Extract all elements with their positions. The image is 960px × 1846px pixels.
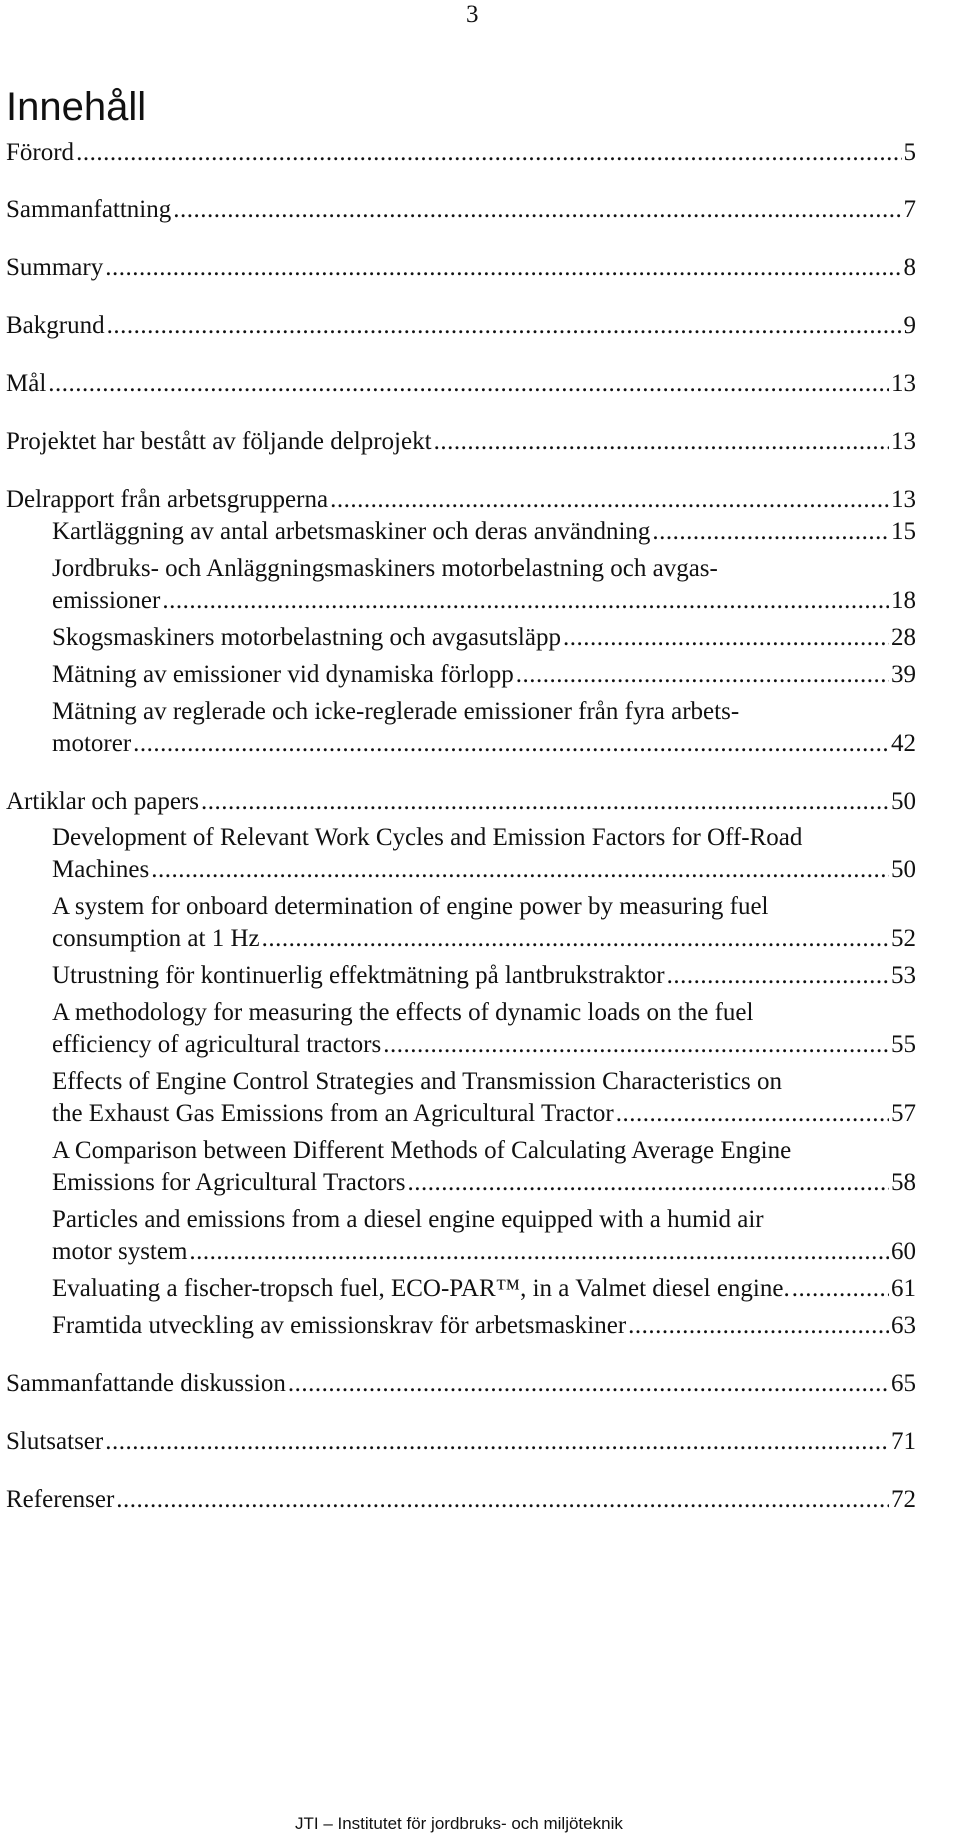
dot-leader (105, 252, 901, 284)
toc-entry-page: 57 (891, 1100, 916, 1127)
dot-leader (792, 1273, 889, 1305)
toc-subentry[interactable] (52, 1236, 916, 1268)
dot-leader (288, 1368, 889, 1400)
toc-subentry[interactable] (52, 1310, 916, 1342)
dot-leader (48, 368, 889, 400)
toc-subentry[interactable] (52, 960, 916, 992)
toc-entry-page: 50 (891, 856, 916, 883)
toc-entry-title: motor system (52, 1238, 188, 1265)
toc-entry-title: consumption at 1 Hz (52, 925, 260, 952)
toc-subentry-head: A system for onboard determination of engine power by measuring fuel (52, 893, 769, 920)
dot-leader (162, 585, 889, 617)
toc-entry[interactable] (6, 1368, 916, 1400)
toc-entry[interactable] (6, 786, 916, 818)
toc-subentry[interactable] (52, 585, 916, 617)
toc-entry-title: Evaluating a fischer-tropsch fuel, ECO-PAR™, in a Valmet diesel engine. (52, 1275, 790, 1302)
toc-entry-page: 9 (903, 312, 916, 339)
toc-subentry[interactable] (52, 728, 916, 760)
toc-entry-page: 52 (891, 925, 916, 952)
dot-leader (133, 728, 889, 760)
toc-entry[interactable] (6, 368, 916, 400)
dot-leader (434, 426, 889, 458)
toc-entry-title: Referenser (6, 1486, 115, 1513)
toc-entry[interactable] (6, 194, 916, 226)
toc-entry-page: 71 (891, 1428, 916, 1455)
toc-entry-page: 8 (903, 254, 916, 281)
toc-entry-title: Emissions for Agricultural Tractors (52, 1169, 406, 1196)
toc-subentry[interactable] (52, 659, 916, 691)
dot-leader (330, 484, 889, 516)
toc-entry-title: efficiency of agricultural tractors (52, 1031, 382, 1058)
toc-entry-page: 55 (891, 1031, 916, 1058)
toc-entry-title: Sammanfattning (6, 196, 172, 223)
toc-entry-title: Framtida utveckling av emissionskrav för arbetsmaskiner (52, 1312, 627, 1339)
dot-leader (563, 622, 889, 654)
toc-subentry-head: Particles and emissions from a diesel engine equipped with a humid air (52, 1206, 764, 1233)
dot-leader (516, 659, 889, 691)
toc-entry-page: 39 (891, 661, 916, 688)
toc-entry-page: 18 (891, 587, 916, 614)
dot-leader (628, 1310, 889, 1342)
toc-entry-page: 58 (891, 1169, 916, 1196)
toc-entry-page: 5 (903, 139, 916, 166)
toc-entry-page: 53 (891, 962, 916, 989)
toc-entry-page: 13 (891, 370, 916, 397)
toc-subentry-head: A methodology for measuring the effects of dynamic loads on the fuel (52, 999, 754, 1026)
dot-leader (189, 1236, 889, 1268)
toc-subentry[interactable] (52, 1273, 916, 1305)
toc-entry-title: Kartläggning av antal arbetsmaskiner och deras användning (52, 518, 651, 545)
dot-leader (116, 1484, 889, 1516)
toc-entry-title: Sammanfattande diskussion (6, 1370, 286, 1397)
toc-entry-title: Summary (6, 254, 104, 281)
toc-entry-title: Skogsmaskiners motorbelastning och avgasutsläpp (52, 624, 561, 651)
page-footer: JTI – Institutet för jordbruks- och miljöteknik (295, 1814, 623, 1833)
toc-entry[interactable] (6, 137, 916, 169)
dot-leader (173, 194, 901, 226)
toc-entry-title: motorer (52, 730, 132, 757)
toc-entry-page: 72 (891, 1486, 916, 1513)
toc-entry-title: Bakgrund (6, 312, 105, 339)
dot-leader (107, 310, 902, 342)
toc-subentry-head: Jordbruks- och Anläggningsmaskiners motorbelastning och avgas- (52, 555, 718, 582)
toc-entry[interactable] (6, 1426, 916, 1458)
dot-leader (667, 960, 889, 992)
toc-entry[interactable] (6, 484, 916, 516)
toc-entry-title: Mätning av emissioner vid dynamiska förlopp (52, 661, 514, 688)
toc-subentry-head: A Comparison between Different Methods of Calculating Average Engine (52, 1137, 792, 1164)
toc-subentry[interactable] (52, 516, 916, 548)
dot-leader (76, 137, 901, 169)
toc-entry-page: 50 (891, 788, 916, 815)
toc-entry-title: Artiklar och papers (6, 788, 199, 815)
dot-leader (105, 1426, 889, 1458)
toc-entry-page: 65 (891, 1370, 916, 1397)
toc-subentry[interactable] (52, 854, 916, 886)
toc-subentry[interactable] (52, 1098, 916, 1130)
toc-subentry-head: Development of Relevant Work Cycles and Emission Factors for Off-Road (52, 824, 803, 851)
toc-entry-title: Projektet har bestått av följande delprojekt (6, 428, 432, 455)
toc-entry-page: 28 (891, 624, 916, 651)
toc-entry-page: 13 (891, 486, 916, 513)
toc-entry[interactable] (6, 426, 916, 458)
toc-entry-title: Slutsatser (6, 1428, 104, 1455)
toc-subentry[interactable] (52, 923, 916, 955)
toc-entry-title: Machines (52, 856, 150, 883)
toc-entry[interactable] (6, 1484, 916, 1516)
toc-entry-title: the Exhaust Gas Emissions from an Agricultural Tractor (52, 1100, 614, 1127)
toc-entry-page: 63 (891, 1312, 916, 1339)
toc-entry-title: Förord (6, 139, 75, 166)
toc-entry-page: 42 (891, 730, 916, 757)
toc-subentry[interactable] (52, 1167, 916, 1199)
toc-entry-page: 13 (891, 428, 916, 455)
toc-entry-page: 7 (903, 196, 916, 223)
dot-leader (407, 1167, 889, 1199)
toc-entry-title: Delrapport från arbetsgrupperna (6, 486, 329, 513)
dot-leader (262, 923, 889, 955)
toc-entry-page: 15 (891, 518, 916, 545)
toc-subentry-head: Effects of Engine Control Strategies and Transmission Characteristics on (52, 1068, 782, 1095)
dot-leader (201, 786, 889, 818)
toc-entry[interactable] (6, 310, 916, 342)
dot-leader (151, 854, 889, 886)
toc-subentry[interactable] (52, 1029, 916, 1061)
toc-entry[interactable] (6, 252, 916, 284)
toc-entry-title: Utrustning för kontinuerlig effektmätning på lantbrukstraktor (52, 962, 665, 989)
toc-subentry[interactable] (52, 622, 916, 654)
toc-entry-page: 61 (891, 1275, 916, 1302)
page-number: 3 (466, 1, 479, 28)
toc-entry-title: Mål (6, 370, 47, 397)
dot-leader (652, 516, 889, 548)
dot-leader (616, 1098, 889, 1130)
dot-leader (383, 1029, 889, 1061)
toc-subentry-head: Mätning av reglerade och icke-reglerade emissioner från fyra arbets- (52, 698, 740, 725)
page-title: Innehåll (6, 85, 147, 129)
toc-entry-page: 60 (891, 1238, 916, 1265)
toc-entry-title: emissioner (52, 587, 161, 614)
